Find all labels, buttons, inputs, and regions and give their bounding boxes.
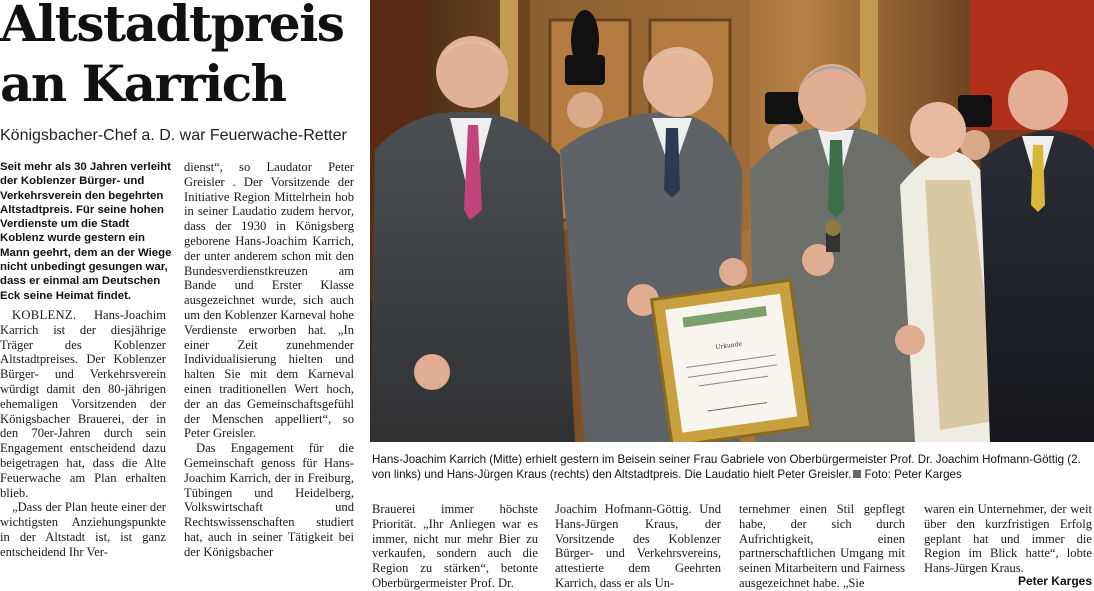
author-byline: Peter Karges	[1017, 574, 1092, 588]
paragraph: „Dass der Plan heute einer der wichtigsten Anziehungspunkte in der Altstadt ist, ist ganz entscheidend Ihr Ver-	[0, 500, 166, 559]
article-column-5	[739, 502, 905, 591]
headline: Altstadtpreis an Karrich	[0, 0, 344, 113]
article-column-4	[555, 502, 721, 591]
paragraph: waren ein Unternehmer, der weit über den kurzfristigen Erfolg geplant hat und immer die Region im Blick hatte“, lobte Hans-Jürgen Kraus.	[924, 502, 1092, 576]
photo-credit: Foto: Peter Karges	[864, 468, 962, 481]
paragraph: dienst“, so Laudator Peter Greisler . Der Vorsitzende der Initiative Region Mittelrhein hob in seiner Laudatio zudem hervor, dass der 1930 in Königsberg geborene Hans-Joachim Karrich, der unter anderem schon mit den Bundesverdienstkreuzen am Bande und Erster Klasse ausgezeichnet wurde, sich auch um den Koblenzer Karneval hohe Verdienste erworben hat. „In einer Zeit zunehmender Individualisierung hielten und halten Sie mit dem Karneval einen traditionellen Wert hoch, der an das Gemeinschaftsgefühl der Menschen appelliert“, so Peter Greisler.	[184, 160, 354, 441]
article-column-2	[184, 160, 354, 560]
paragraph: Das Engagement für die Gemeinschaft genoss für Hans-Joachim Karrich, der in Freiburg, Tübingen und Heidelberg, Volkswirtschaft und Rechtswissenschaften studiert hat, auch in seiner Tätigkeit bei der Königsbacher	[184, 441, 354, 559]
article-column-3	[372, 502, 538, 591]
paragraph: Joachim Hofmann-Göttig. Und Hans-Jürgen Kraus, der Vorsitzende des Koblenzer Bürger- und Verkehrsvereins, attestierte dem Geehrten Karrich, dass er als Un-	[555, 502, 721, 590]
paragraph: ternehmer einen Stil gepflegt habe, der sich durch Aufrichtigkeit, einen partnerschaftlichen Umgang mit seinen Mitarbeitern und Fairness ausgezeichnet habe. „Sie	[739, 502, 905, 590]
caption-text: Hans-Joachim Karrich (Mitte) erhielt gestern im Beisein seiner Frau Gabriele von Oberbürgermeister Prof. Dr. Joachim Hofmann-Göttig (2. von links) und Hans-Jürgen Kraus (rechts) den Altstadtpreis. Die Laudatio hielt Peter Greisler.	[372, 453, 1081, 481]
dateline: KOBLENZ.	[12, 308, 77, 322]
paragraph: Brauerei immer höchste Priorität. „Ihr Anliegen war es immer, nicht nur mehr Bier zu verkaufen, sondern auch die Region zu stärken“, betonte Oberbürgermeister Prof. Dr.	[372, 502, 538, 590]
article-photo	[370, 0, 1094, 442]
certificate-heading: Urkunde	[715, 340, 743, 352]
article-column-1	[0, 308, 166, 560]
subheadline: Königsbacher-Chef a. D. war Feuerwache-Retter	[0, 127, 347, 144]
article-column-6	[924, 502, 1092, 576]
paragraph: Hans-Joachim Karrich ist der diesjährige Träger des Koblenzer Altstadtpreises. Der Koblenzer Bürger- und Verkehrsverein würdigt damit den 80-jährigen ehemaligen Vorsitzenden der Königsbacher Brauerei, der in den 70er-Jahren durch sein Engagement entscheidend dazu beigetragen hat, dass die Alte Feuerwache am Plan erhalten blieb.	[0, 308, 166, 500]
credit-square-icon	[853, 470, 861, 478]
lead-paragraph: Seit mehr als 30 Jahren verleiht der Koblenzer Bürger- und Verkehrsverein den begehrten Altstadtpreis. Für seine hohen Verdienste um die Stadt Koblenz wurde gestern ein Mann geehrt, dem an der Wiege nicht unbedingt gesungen war, dass er einmal am Deutschen Eck seine Heimat findet.	[0, 161, 172, 302]
photo-caption	[372, 452, 1092, 482]
